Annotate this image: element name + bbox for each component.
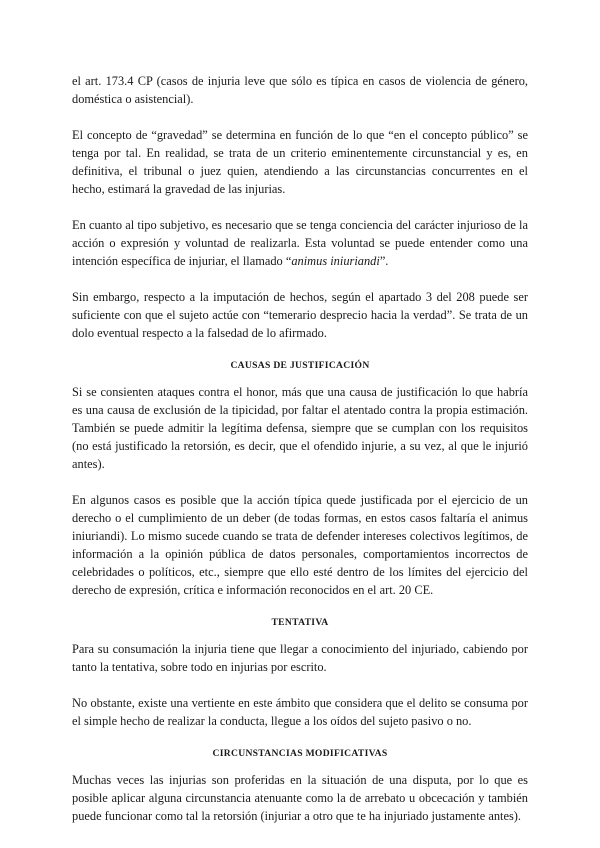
heading-tentativa: TENTATIVA [271,617,329,628]
paragraph-ejercicio-derecho: En algunos casos es posible que la acción típica quede justificada por el ejercicio de un derecho o el cumplimiento de un deber (de todas formas, en estos casos faltaría el animus iniuriandi). Lo mismo sucede cuando se trata de defender intereses colectivos legítimos, de información a la opinión pública de datos personales, comportamientos incorrectos de celebridades o políticos, etc., siempre que ello esté dentro de los límites del ejercicio del derecho de expresión, crítica e información reconocidos en el art. 20 CE. [72,493,528,597]
heading-causas-justificacion: CAUSAS DE JUSTIFICACIÓN [230,360,370,371]
heading-circunstancias-modificativas: CIRCUNSTANCIAS MODIFICATIVAS [212,748,388,759]
animus-iniuriandi-term: animus iniuriandi [291,254,380,268]
paragraph-imputacion-hechos: Sin embargo, respecto a la imputación de hechos, según el apartado 3 del 208 puede ser suficiente con que el sujeto actúe con “temerario desprecio hacia la verdad”. Se trata de un dolo eventual respecto a la falsedad de lo afirmado. [72,290,528,340]
paragraph-vertiente: No obstante, existe una vertiente en este ámbito que considera que el delito se consuma por el simple hecho de realizar la conducta, llegue a los oídos del sujeto pasivo o no. [72,696,528,728]
paragraph-consentimiento: Si se consienten ataques contra el honor, más que una causa de justificación lo que habría es una causa de exclusión de la tipicidad, por faltar el atentado contra la propia estimación. También se puede admitir la legítima defensa, siempre que se cumplan con los requisitos (no está justificado la retorsión, es decir, que el ofendido injurie, a su vez, al que le injurió antes). [72,385,528,471]
paragraph-tipo-subjetivo-end: ”. [379,254,389,268]
paragraph-gravedad: El concepto de “gravedad” se determina en función de lo que “en el concepto público” se tenga por tal. En realidad, se trata de un criterio eminentemente circunstancial y es, en definitiva, el tribunal o juez quien, atendiendo a las circunstancias concurrentes en el hecho, estimará la gravedad de las injurias. [72,128,528,196]
paragraph-disputa: Muchas veces las injurias son proferidas en la situación de una disputa, por lo que es posible aplicar alguna circunstancia atenuante como la de arrebato u obcecación y también puede funcionar como tal la retorsión (injuriar a otro que te ha injuriado justamente antes). [72,773,528,823]
paragraph-tipo-subjetivo-text: En cuanto al tipo subjetivo, es necesario que se tenga conciencia del carácter injurioso de la acción o expresión y voluntad de realizarla. Esta voluntad se puede entender como una intención específica de injuriar, el llamado “ [72,218,528,268]
paragraph-consumacion: Para su consumación la injuria tiene que llegar a conocimiento del injuriado, cabiendo por tanto la tentativa, sobre todo en injurias por escrito. [72,642,528,674]
paragraph-tipo-subjetivo [72,216,528,270]
paragraph-continuation: el art. 173.4 CP (casos de injuria leve que sólo es típica en casos de violencia de género, doméstica o asistencial). [72,74,528,106]
